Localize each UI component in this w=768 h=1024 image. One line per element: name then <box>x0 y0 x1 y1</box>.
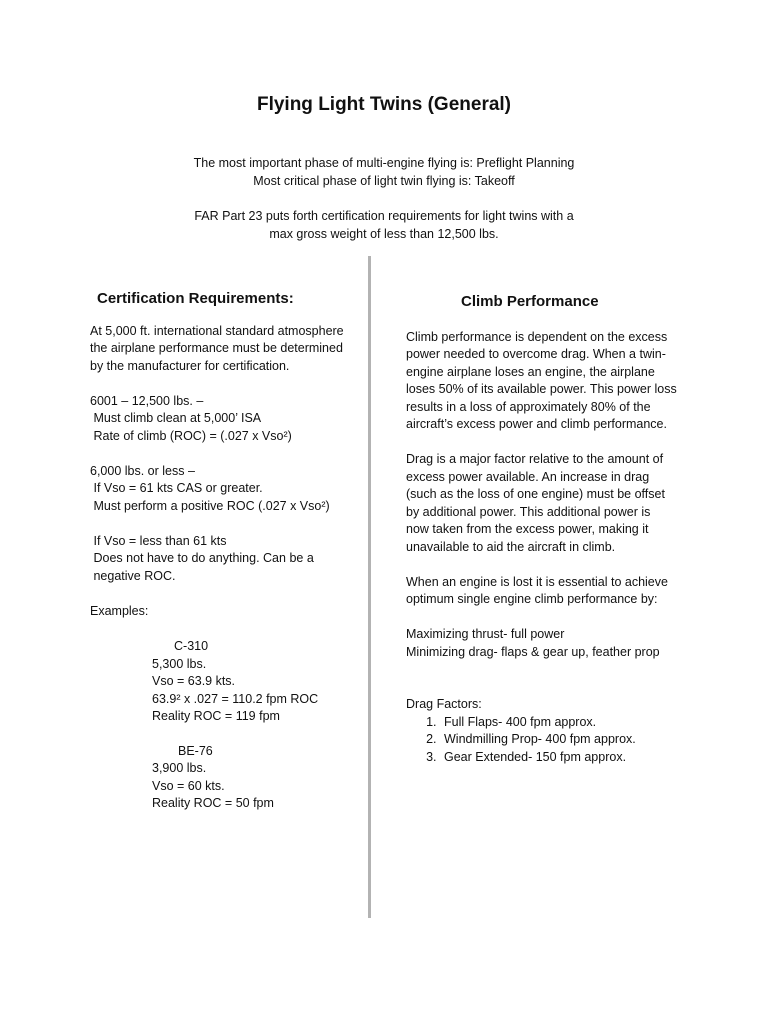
list-item: 3. Gear Extended- 150 fpm approx. <box>440 749 691 767</box>
text-line: Maximizing thrust- full power <box>406 627 565 641</box>
example-be76 <box>152 743 360 813</box>
text-line: Must perform a positive ROC (.027 x Vso²) <box>90 498 330 513</box>
text-line: optimum single engine climb performance by: <box>406 592 658 606</box>
drag-factors-list <box>406 714 691 767</box>
drag-factors-label: Drag Factors: <box>406 697 482 711</box>
paragraph <box>90 463 360 516</box>
paragraph <box>406 451 691 556</box>
example-line: 63.9² x .027 = 110.2 fpm ROC <box>152 691 319 706</box>
text-line: 6001 – 12,500 lbs. – <box>90 393 204 408</box>
text-line: aircraft’s excess power and climb performance. <box>406 417 667 431</box>
list-item: 1. Full Flaps- 400 fpm approx. <box>440 714 691 732</box>
text-line: Does not have to do anything. Can be a <box>90 551 314 565</box>
paragraph <box>90 533 360 586</box>
text-line: Drag is a major factor relative to the amount of <box>406 452 664 466</box>
document-title: Flying Light Twins (General) <box>256 94 512 115</box>
list-item: 2. Windmilling Prop- 400 fpm approx. <box>440 731 691 749</box>
left-column <box>90 290 360 830</box>
column-divider <box>368 256 371 918</box>
text-line: When an engine is lost it is essential to achieve <box>406 574 668 589</box>
text-line: unavailable to aid the aircraft in climb. <box>406 539 616 554</box>
text-line: If Vso = less than 61 kts <box>90 533 227 548</box>
intro-section <box>120 154 648 260</box>
paragraph <box>90 323 360 376</box>
text-line: 6,000 lbs. or less – <box>90 463 195 478</box>
certification-heading: Certification Requirements: <box>97 290 294 307</box>
far-line: max gross weight of less than 12,500 lbs. <box>269 227 499 241</box>
text-line: by additional power. This additional power is <box>406 504 651 519</box>
far-line: FAR Part 23 puts forth certification requirements for light twins with a <box>194 209 574 223</box>
paragraph <box>406 626 691 661</box>
example-title: BE-76 <box>178 743 213 758</box>
example-line: Vso = 60 kts. <box>152 778 225 793</box>
text-line: Minimizing drag- flaps & gear up, feather prop <box>406 644 660 659</box>
climb-performance-heading: Climb Performance <box>461 293 599 310</box>
text-line: If Vso = 61 kts CAS or greater. <box>90 481 263 495</box>
example-line: 3,900 lbs. <box>152 761 207 775</box>
example-title: C-310 <box>174 639 209 653</box>
text-line: (such as the loss of one engine) must be offset <box>406 487 665 501</box>
example-line: 5,300 lbs. <box>152 656 207 671</box>
text-line: Climb performance is dependent on the excess <box>406 329 668 344</box>
paragraph <box>90 393 360 446</box>
text-line: the airplane performance must be determined <box>90 341 343 355</box>
example-c310 <box>152 638 360 726</box>
text-line: by the manufacturer for certification. <box>90 358 290 373</box>
text-line: loses 50% of its available power. This power loss <box>406 382 677 396</box>
text-line: excess power available. An increase in drag <box>406 469 650 484</box>
text-line: Must climb clean at 5,000’ ISA <box>90 411 262 425</box>
text-line: now taken from the excess power, making it <box>406 522 649 536</box>
text-line: engine airplane loses an engine, the airplane <box>406 364 655 379</box>
example-line: Reality ROC = 119 fpm <box>152 709 280 723</box>
examples-label: Examples: <box>90 603 149 618</box>
text-line: power needed to overcome drag. When a twin- <box>406 347 666 361</box>
intro-paragraph <box>120 154 648 190</box>
text-line: Rate of climb (ROC) = (.027 x Vso²) <box>90 428 292 443</box>
intro-line: Most critical phase of light twin flying is: Takeoff <box>253 174 515 188</box>
text-line: negative ROC. <box>90 568 176 583</box>
right-column <box>406 293 691 766</box>
intro-line: The most important phase of multi-engine flying is: Preflight Planning <box>193 156 575 170</box>
example-line: Reality ROC = 50 fpm <box>152 796 274 810</box>
drag-factors-section <box>406 696 691 766</box>
far-paragraph <box>120 207 648 243</box>
text-line: results in a loss of approximately 80% of the <box>406 399 651 414</box>
text-line: At 5,000 ft. international standard atmosphere <box>90 323 344 338</box>
example-line: Vso = 63.9 kts. <box>152 674 236 688</box>
paragraph <box>406 574 691 609</box>
paragraph <box>406 329 691 434</box>
